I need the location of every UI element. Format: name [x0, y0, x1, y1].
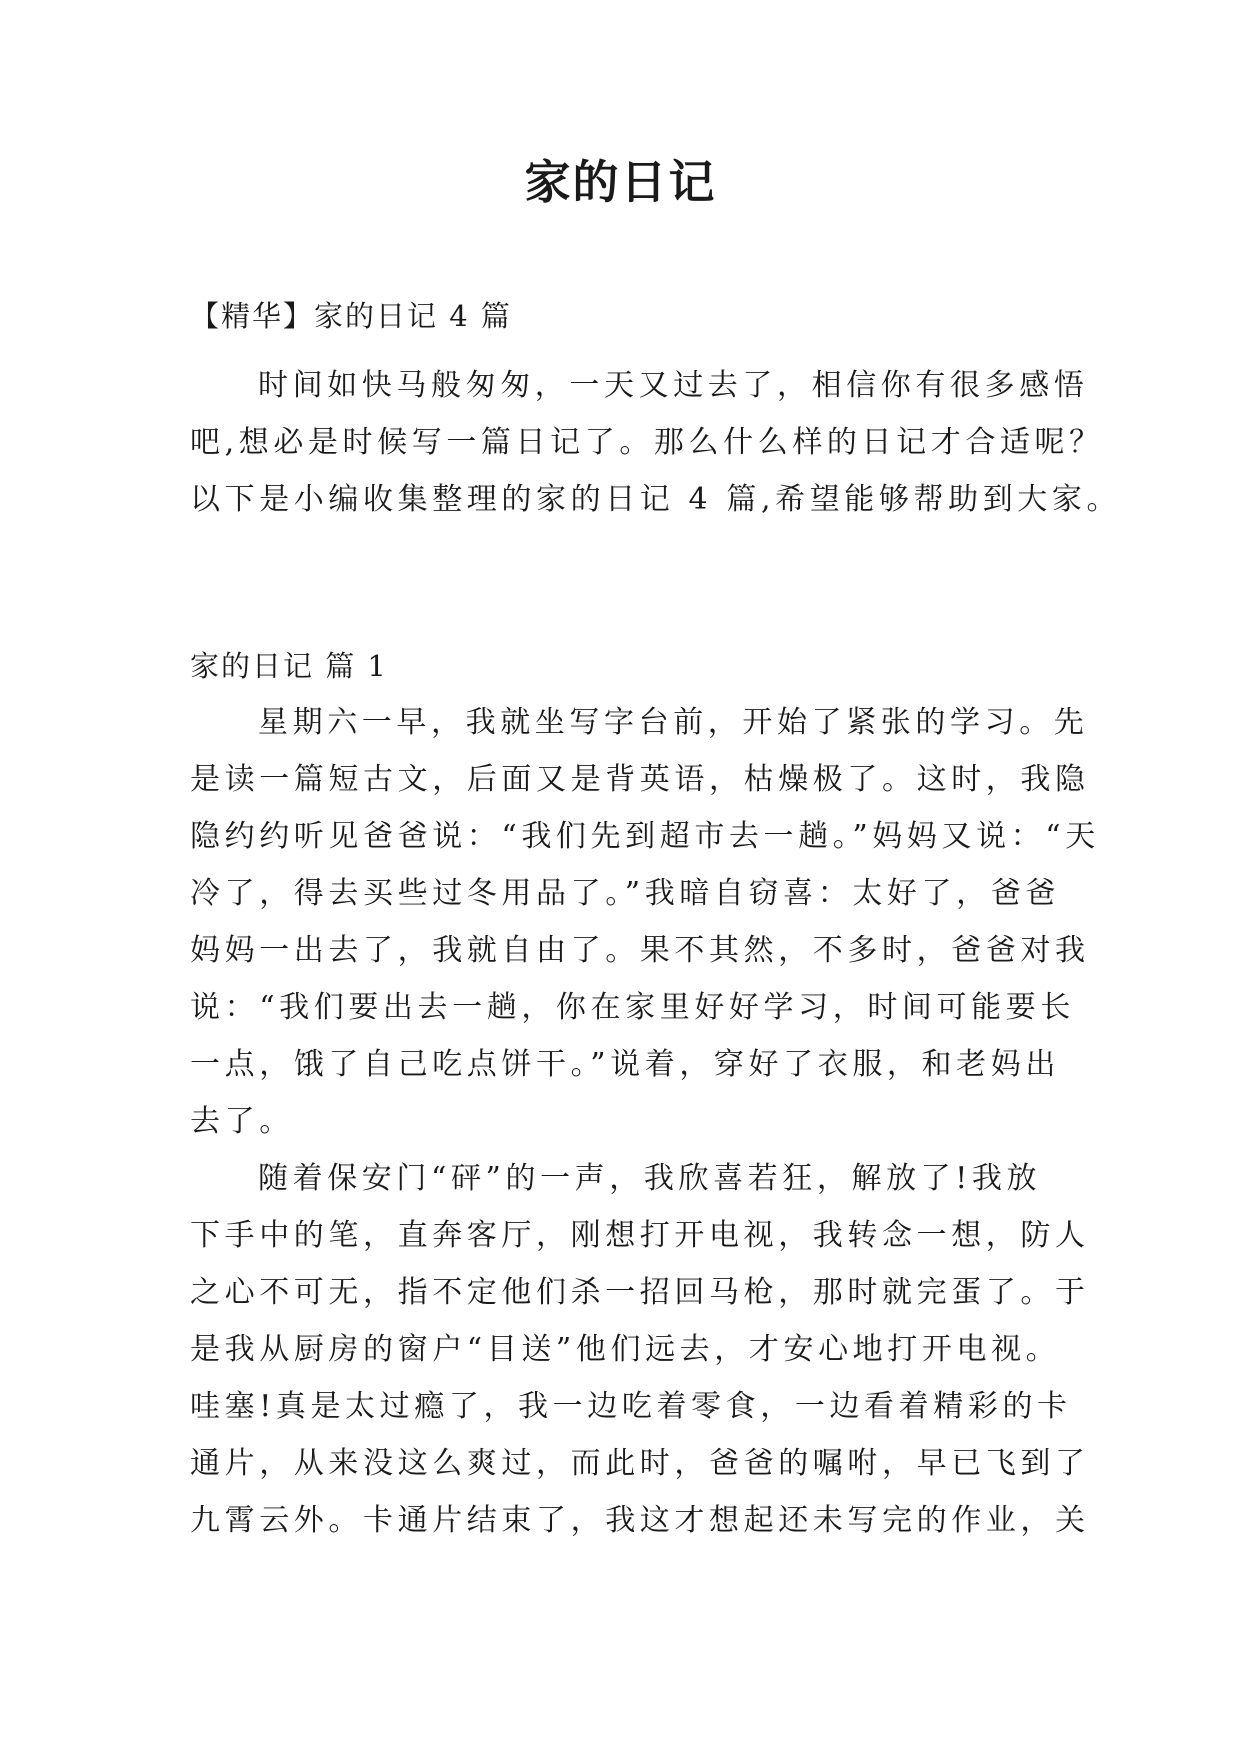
paragraph-line: 去了。	[190, 1104, 294, 1139]
paragraph-line: 下手中的笔，直奔客厅，刚想打开电视，我转念一想，防人	[190, 1218, 1090, 1253]
paragraph-line: 妈妈一出去了，我就自由了。果不其然，不多时，爸爸对我	[190, 933, 1090, 968]
paragraph-line: 九霄云外。卡通片结束了，我这才想起还未写完的作业，关	[190, 1503, 1090, 1538]
paragraph-line: 通片，从来没这么爽过，而此时，爸爸的嘱咐，早已飞到了	[190, 1446, 1090, 1481]
document-title: 家的日记	[524, 155, 717, 209]
paragraph-line: 是我从厨房的窗户“目送”他们远去，才安心地打开电视。	[190, 1332, 1061, 1367]
paragraph-line: 冷了，得去买些过冬用品了。”我暗自窃喜：太好了，爸爸	[190, 876, 1060, 911]
intro-line: 以下是小编收集整理的家的日记 4 篇,希望能够帮助到大家。	[190, 482, 1122, 517]
document-subtitle: 【精华】家的日记 4 篇	[190, 299, 512, 333]
paragraph-line: 哇塞!真是太过瘾了，我一边吃着零食，一边看着精彩的卡	[190, 1389, 1072, 1424]
intro-line: 吧,想必是时候写一篇日记了。那么什么样的日记才合适呢？	[190, 425, 1104, 460]
paragraph-line: 星期六一早，我就坐写字台前，开始了紧张的学习。先	[258, 705, 1089, 740]
paragraph-line: 之心不可无，指不定他们杀一招回马枪，那时就完蛋了。于	[190, 1275, 1090, 1310]
paragraph-line: 一点，饿了自己吃点饼干。”说着，穿好了衣服，和老妈出	[190, 1047, 1060, 1082]
intro-line: 时间如快马般匆匆，一天又过去了，相信你有很多感悟	[258, 368, 1089, 403]
paragraph-line: 随着保安门“砰”的一声，我欣喜若狂，解放了!我放	[258, 1161, 1042, 1196]
section-heading: 家的日记 篇 1	[190, 649, 388, 683]
paragraph-line: 是读一篇短古文，后面又是背英语，枯燥极了。这时，我隐	[190, 762, 1090, 797]
paragraph-line: 隐约约听见爸爸说：“我们先到超市去一趟。”妈妈又说：“天	[190, 819, 1100, 854]
paragraph-line: 说：“我们要出去一趟，你在家里好好学习，时间可能要长	[190, 990, 1075, 1025]
